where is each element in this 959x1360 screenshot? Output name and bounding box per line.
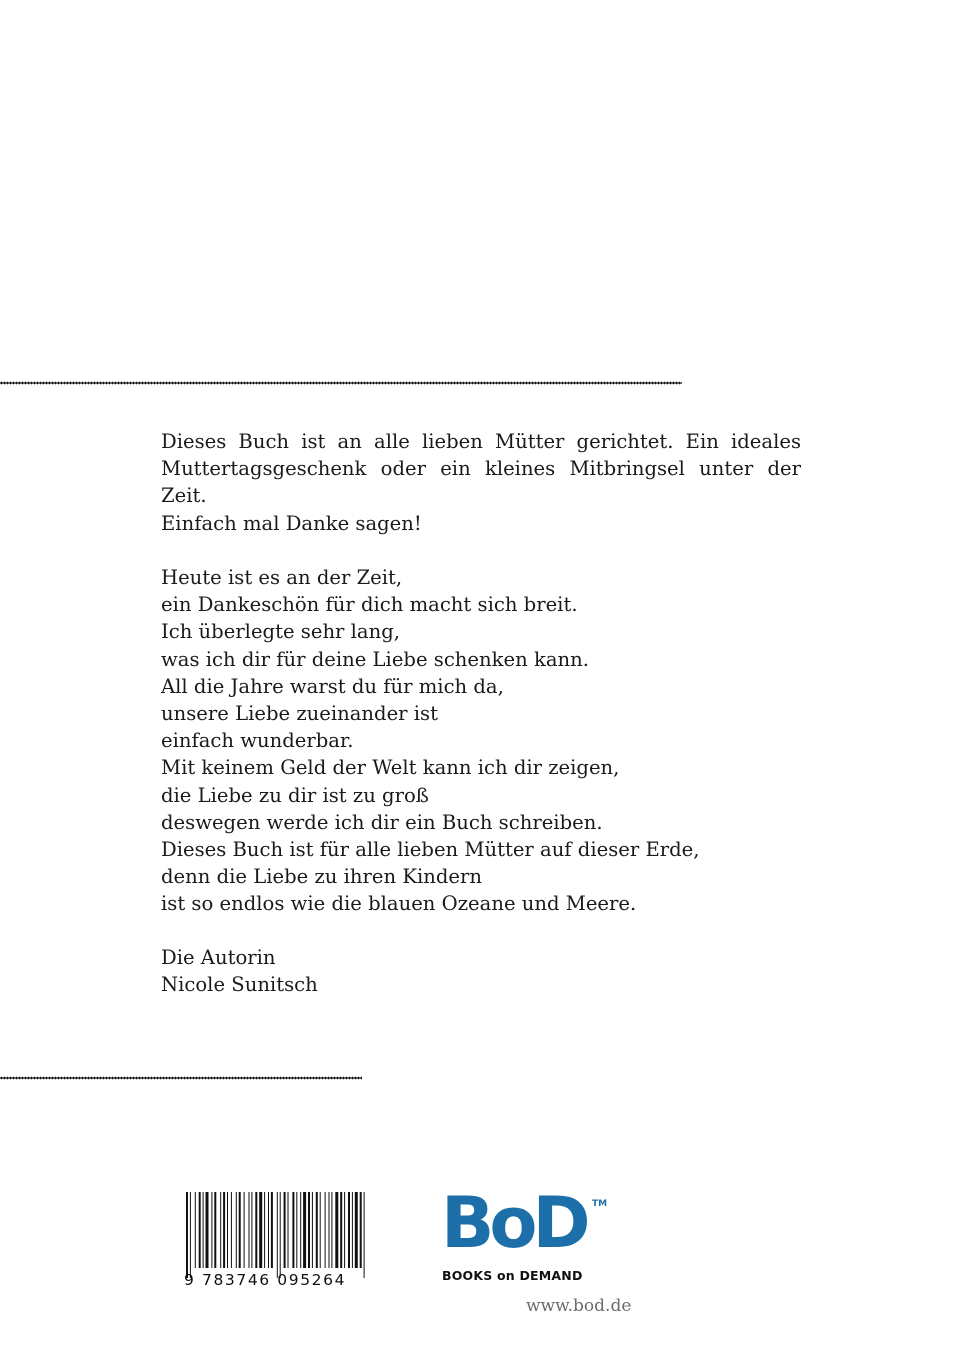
barcode-bar xyxy=(340,1192,342,1268)
poem-line: denn die Liebe zu ihren Kindern xyxy=(161,865,482,889)
barcode-bar xyxy=(284,1192,286,1268)
barcode-bar xyxy=(268,1192,269,1268)
barcode-bar xyxy=(244,1192,245,1268)
barcode-bar xyxy=(211,1192,212,1268)
poem-line: Ich überlegte sehr lang, xyxy=(161,620,400,644)
signature-name: Nicole Sunitsch xyxy=(161,973,318,997)
poem-line: was ich dir für deine Liebe schenken kann. xyxy=(161,647,589,671)
barcode-bar xyxy=(255,1192,257,1268)
poem-line: ein Dankeschön für dich macht sich breit. xyxy=(161,593,578,617)
isbn-digits: 9 783746 095264 xyxy=(184,1271,347,1289)
barcode-bar xyxy=(214,1192,216,1268)
poem-line: All die Jahre warst du für mich da, xyxy=(161,674,504,698)
barcode-bar xyxy=(223,1192,225,1268)
intro-line-2: Muttertagsgeschenk oder ein kleines Mitbringsel unter der Zeit. xyxy=(161,457,801,508)
dotted-divider-top xyxy=(0,381,682,385)
barcode-bar xyxy=(231,1192,232,1268)
thanks-line: Einfach mal Danke sagen! xyxy=(161,512,422,535)
barcode-bar xyxy=(312,1192,313,1268)
bod-logo xyxy=(441,1182,611,1286)
barcode-bar xyxy=(348,1192,350,1268)
barcode-bar xyxy=(335,1192,338,1268)
barcode-bar xyxy=(364,1192,365,1278)
poem-line: unsere Liebe zueinander ist xyxy=(161,702,438,726)
barcode-bar xyxy=(227,1192,228,1268)
barcode-bar xyxy=(331,1192,332,1268)
barcode-bar xyxy=(360,1192,362,1268)
barcode-bar xyxy=(308,1192,310,1268)
barcode-bar xyxy=(329,1192,330,1268)
barcode-bar xyxy=(280,1192,281,1278)
barcode-bar xyxy=(264,1192,265,1268)
barcode-bar xyxy=(292,1192,294,1268)
poem-line: Heute ist es an der Zeit, xyxy=(161,566,403,589)
intro-paragraph xyxy=(161,428,801,510)
barcode-bar xyxy=(296,1192,297,1268)
dotted-divider-bottom xyxy=(0,1076,362,1080)
barcode-bar xyxy=(206,1192,209,1268)
barcode-bar xyxy=(186,1192,188,1278)
barcode-bar xyxy=(259,1192,262,1268)
barcode-bar xyxy=(236,1192,237,1268)
barcode-bar xyxy=(303,1192,306,1268)
bod-logo-wordmark: BoD xyxy=(441,1182,586,1264)
poem-line: ist so endlos wie die blauen Ozeane und Meere. xyxy=(161,892,637,916)
signature-role: Die Autorin xyxy=(161,946,276,969)
barcode-bar xyxy=(195,1192,196,1268)
intro-line-1: Dieses Buch ist an alle lieben Mütter gerichtet. Ein ideales xyxy=(161,430,801,453)
barcode-bar xyxy=(288,1192,289,1268)
barcode-bar xyxy=(352,1192,353,1268)
barcode-bar xyxy=(239,1192,241,1268)
poem-line: deswegen werde ich dir ein Buch schreiben. xyxy=(161,810,603,834)
poem-line: Mit keinem Geld der Welt kann ich dir zeigen, xyxy=(161,756,620,780)
poem-line: einfach wunderbar. xyxy=(161,729,354,753)
barcode-bar xyxy=(220,1192,221,1268)
barcode-bar xyxy=(271,1192,273,1268)
barcode-bar xyxy=(251,1192,252,1268)
poem xyxy=(161,564,801,918)
barcode-bar xyxy=(190,1192,191,1278)
barcode-bar xyxy=(203,1192,204,1268)
barcode-bar xyxy=(320,1192,321,1268)
author-signature xyxy=(161,944,801,998)
barcode-bar xyxy=(316,1192,318,1268)
barcode-bar xyxy=(300,1192,301,1268)
barcode-bar xyxy=(325,1192,326,1268)
barcode-bar xyxy=(277,1192,278,1278)
bod-trademark: TM xyxy=(592,1199,608,1209)
barcode-bar xyxy=(249,1192,250,1268)
barcode-bar xyxy=(344,1192,345,1268)
publisher-website: www.bod.de xyxy=(526,1296,632,1316)
barcode-bar xyxy=(199,1192,201,1268)
barcode-bar xyxy=(355,1192,358,1268)
poem-line: die Liebe zu dir ist zu groß xyxy=(161,783,429,807)
poem-line: Dieses Buch ist für alle lieben Mütter auf dieser Erde, xyxy=(161,838,700,862)
bod-tagline: BOOKS on DEMAND xyxy=(442,1268,583,1283)
